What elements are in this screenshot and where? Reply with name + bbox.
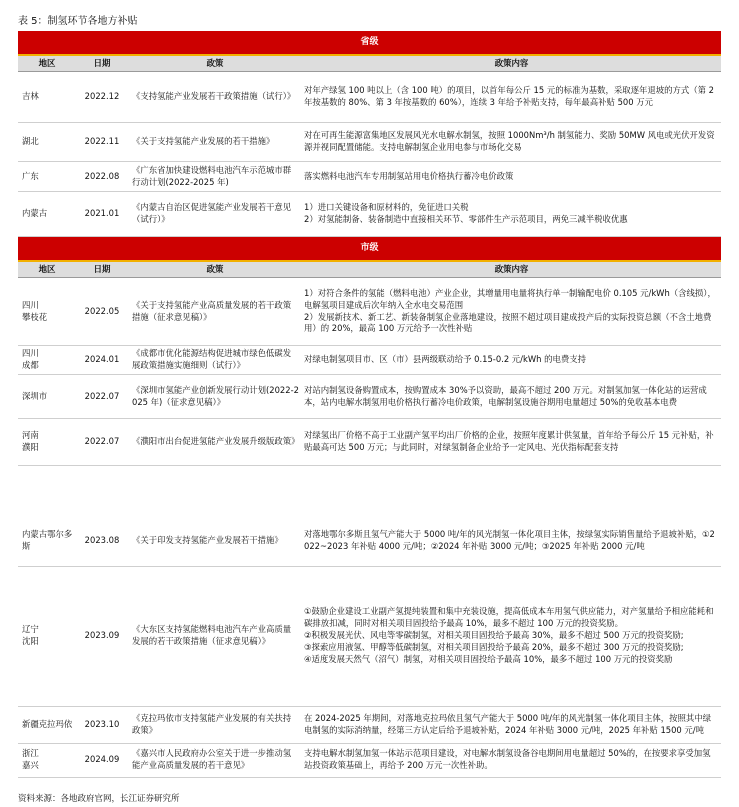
cell-content	[302, 419, 721, 466]
header-date: 日期	[76, 55, 128, 72]
table-row	[18, 278, 721, 346]
source-note: 资料来源：各地政府官网，长江证券研究所	[18, 794, 180, 804]
content-paragraph: 对年产绿氢 100 吨以上（含 100 吨）的项目，以首年每公斤 15 元的标准为基数，采取逐年退坡的方式（第 2 年按基数的 80%、第 3 年按基数的 60%），连续 3 年给予补贴支持，每年最高补贴 500 万元	[304, 85, 714, 107]
region-line: 浙江	[22, 748, 39, 759]
header-content: 政策内容	[302, 55, 721, 72]
cell-policy: 《大东区支持氢能燃料电池汽车产业高质量发展的若干政策措施（征求意见稿）》	[128, 566, 302, 706]
cell-date: 2022.05	[76, 278, 128, 346]
header-region: 地区	[18, 55, 76, 72]
content-paragraph: ④适度发展天然气（沼气）制氢，对相关项目固投给予最高 10%，最多不超过 100 万元的投资奖励	[304, 653, 673, 664]
cell-content	[302, 192, 721, 237]
table-row	[18, 566, 721, 706]
table-row	[18, 72, 721, 123]
content-paragraph: 2）对氢能制备、装备制造中直接相关环节、零部件生产示范项目，两免三减半税收优惠	[304, 214, 628, 224]
content-paragraph: 对落地鄂尔多斯且氢气产能大于 5000 吨/年的风光制氢一体化项目主体，按绿氢实际销售量给予退坡补贴，①2022~2023 年补贴 4000 元/吨；②2024 年补贴 3000 元/吨；③2025 年补贴 2000 元/吨	[304, 528, 715, 551]
content-paragraph: ③探索应用液氢、甲醇等低碳制氢，对相关项目固投给予最高 20%，最多不超过 300 万元的投资奖励;	[304, 641, 684, 652]
cell-date: 2022.11	[76, 123, 128, 162]
cell-content	[302, 162, 721, 192]
cell-content	[302, 375, 721, 419]
cell-date: 2023.10	[76, 706, 128, 743]
region-line: 新疆克拉玛依	[22, 718, 73, 729]
region-line: 湖北	[22, 136, 39, 147]
cell-content	[302, 706, 721, 743]
cell-policy: 《嘉兴市人民政府办公室关于进一步推动氢能产业高质量发展的若干意见》	[128, 743, 302, 777]
cell-date: 2022.08	[76, 162, 128, 192]
content-paragraph: 落实燃料电池汽车专用制氢站用电价格执行蓄冷电价政策	[304, 170, 514, 181]
cell-content	[302, 72, 721, 123]
cell-content	[302, 278, 721, 346]
cell-policy: 《支持氢能产业发展若干政策措施（试行）》	[128, 72, 302, 123]
table-caption: 表 5：制氢环节各地方补贴	[18, 16, 138, 27]
cell-region	[18, 346, 76, 375]
section-title: 省级	[18, 31, 721, 55]
cell-region	[18, 162, 76, 192]
cell-region	[18, 278, 76, 346]
content-paragraph: ①鼓励企业建设工业副产氢提纯装置和集中充装设施，提高低成本车用氢气供应能力，对产氢量给予相应能耗和碳排放扣减，同时对相关项目固投给予最高 10%，最多不超过 100 万元的投资奖励。	[304, 606, 714, 629]
cell-region	[18, 123, 76, 162]
subsidy-table-lower	[18, 516, 721, 778]
cell-region	[18, 419, 76, 466]
region-line: 辽宁	[22, 624, 39, 635]
table-header-row	[18, 261, 721, 278]
region-line: 广东	[22, 170, 39, 181]
cell-policy: 《内蒙古自治区促进氢能产业发展若干意见（试行）》	[128, 192, 302, 237]
cell-content	[302, 346, 721, 375]
table-row	[18, 162, 721, 192]
cell-content	[302, 516, 721, 566]
cell-region	[18, 566, 76, 706]
content-paragraph: 1）进口关键设备和原材料的，免征进口关税	[304, 202, 469, 213]
region-line: 四川	[22, 348, 39, 359]
cell-policy: 《成都市优化能源结构促进城市绿色低碳发展政策措施实施细则（试行）》	[128, 346, 302, 375]
cell-region	[18, 743, 76, 777]
region-line: 吉林	[22, 91, 39, 102]
content-paragraph: 对绿氢出厂价格不高于工业副产氢平均出厂价格的企业，按照年度累计供氢量，首年给予每公斤 15 元补贴，补贴最高可达 500 万元；与此同时，对绿氢制备企业给予一定风电、光伏指标配套支持	[304, 430, 714, 452]
cell-region	[18, 72, 76, 123]
header-content: 政策内容	[302, 261, 721, 278]
content-paragraph: ②积极发展光伏、风电等零碳制氢，对相关项目固投给予最高 30%，最多不超过 500 万元的投资奖励;	[304, 630, 684, 641]
cell-policy: 《深圳市氢能产业创新发展行动计划(2022-2025 年)（征求意见稿）》	[128, 375, 302, 419]
header-policy: 政策	[128, 261, 302, 278]
cell-content	[302, 566, 721, 706]
section-band-provincial	[18, 31, 721, 55]
region-line: 四川	[22, 299, 39, 310]
content-paragraph: 对站内制氢设备购置成本，按购置成本 30%予以资助，最高不超过 200 万元。对制氢加氢一体化站的运营成本，站内电解水制氢用电价格执行蓄冷电价政策，电解制氢设施谷期用电量超过 50%的免收基本电费	[304, 384, 707, 407]
table-row	[18, 123, 721, 162]
table-row	[18, 419, 721, 466]
table-row	[18, 346, 721, 375]
cell-policy: 《关于支持氢能产业高质量发展的若干政策措施（征求意见稿）》	[128, 278, 302, 346]
content-paragraph: 对在可再生能源富集地区发展风光水电解水制氢，按照 1000Nm³/h 制氢能力、奖励 50MW 风电或光伏开发资源并视同配置储能。支持电解制氢企业用电参与市场化交易	[304, 130, 715, 152]
header-region: 地区	[18, 261, 76, 278]
cell-region	[18, 375, 76, 419]
cell-policy: 《关于支持氢能产业发展的若干措施》	[128, 123, 302, 162]
cell-region	[18, 192, 76, 237]
cell-date: 2023.09	[76, 566, 128, 706]
content-paragraph: 1）对符合条件的氢能（燃料电池）产业企业，其增量用电量将执行单一制输配电价 0.105 元/kWh（含线损），电解氢项目建成后次年纳入全水电交易范围	[304, 287, 716, 310]
region-line: 内蒙古鄂尔多斯	[22, 528, 73, 551]
cell-date: 2021.01	[76, 192, 128, 237]
region-line: 内蒙古	[22, 208, 48, 219]
cell-date: 2023.08	[76, 516, 128, 566]
table-header-row	[18, 55, 721, 72]
content-paragraph: 对绿电制氢项目市、区（市）县两级联动给予 0.15-0.2 元/kWh 的电费支持	[304, 354, 586, 365]
cell-policy: 《关于印发支持氢能产业发展若干措施》	[128, 516, 302, 566]
cell-policy: 《濮阳市出台促进氢能产业发展升级版政策》	[128, 419, 302, 466]
table-row	[18, 192, 721, 237]
section-title: 市级	[18, 237, 721, 262]
content-paragraph: 支持电解水制氢加氢一体站示范项目建设，对电解水制氢设备谷电期间用电量超过 50%的，在按要求享受加氢站投资政策基础上，再给予 200 万元一次性补助。	[304, 748, 711, 770]
cell-date: 2024.01	[76, 346, 128, 375]
cell-date: 2022.07	[76, 419, 128, 466]
content-paragraph: 在 2024-2025 年期间，对落地克拉玛依且氢气产能大于 5000 吨/年的风光制氢一体化项目主体，按照其中绿电制氢的实际消纳量，经第三方认定后给予退坡补贴，2024 年补贴 3000 元/吨，2025 年补贴 1500 元/吨	[304, 712, 712, 735]
cell-content	[302, 123, 721, 162]
cell-content	[302, 743, 721, 777]
cell-policy: 《克拉玛依市支持氢能产业发展的有关扶持政策》	[128, 706, 302, 743]
table-row	[18, 706, 721, 743]
cell-date: 2024.09	[76, 743, 128, 777]
table-row	[18, 375, 721, 419]
region-line: 濮阳	[22, 442, 39, 452]
region-line: 河南	[22, 430, 39, 441]
content-paragraph: 2）发展新技术、新工艺、新装备制氢企业落地建设，按照不超过项目建成投产后的实际投资总额（不含土地费用）的 20%，最高 100 万元给予一次性补贴	[304, 311, 712, 334]
cell-region	[18, 516, 76, 566]
header-policy: 政策	[128, 55, 302, 72]
cell-date: 2022.12	[76, 72, 128, 123]
region-line: 攀枝花	[22, 311, 48, 322]
cell-region	[18, 706, 76, 743]
table-row	[18, 743, 721, 777]
cell-policy: 《广东省加快建设燃料电池汽车示范城市群行动计划(2022-2025 年)	[128, 162, 302, 192]
region-line: 沈阳	[22, 636, 39, 646]
region-line: 成都	[22, 360, 39, 370]
cell-date: 2022.07	[76, 375, 128, 419]
region-line: 深圳市	[22, 390, 48, 401]
subsidy-table-upper	[18, 31, 721, 466]
section-band-municipal	[18, 237, 721, 262]
table-row	[18, 516, 721, 566]
region-line: 嘉兴	[22, 760, 39, 770]
header-date: 日期	[76, 261, 128, 278]
